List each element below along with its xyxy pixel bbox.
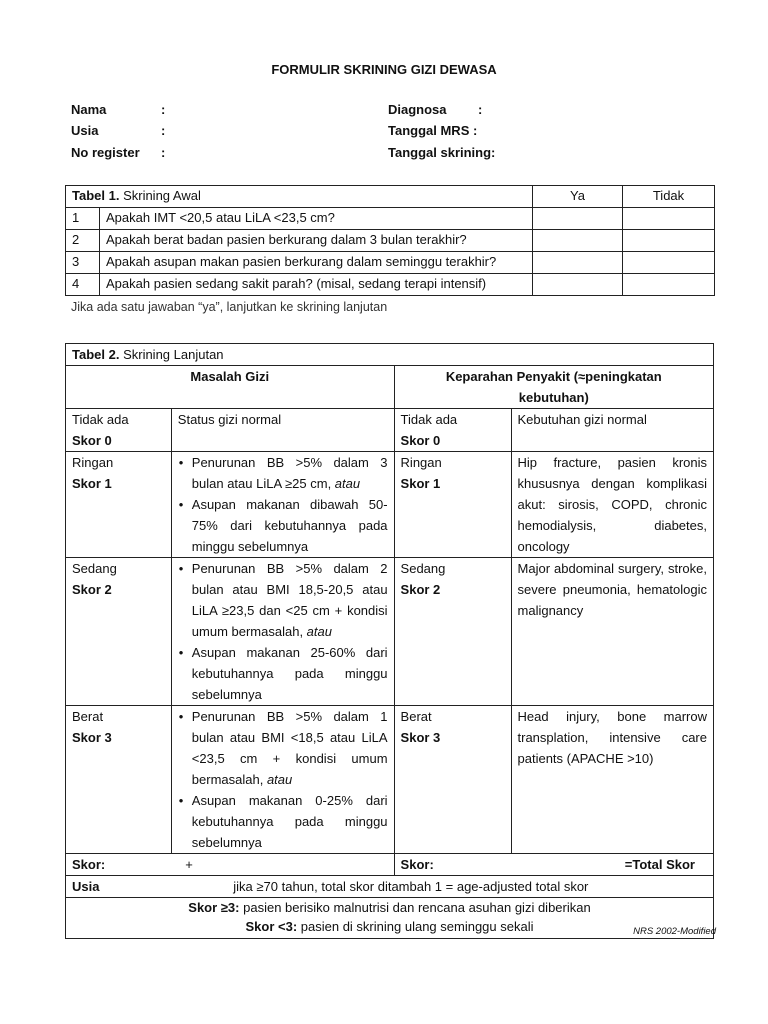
row-number: 1 (66, 208, 100, 230)
label-tanggal-mrs: Tanggal MRS : (388, 123, 478, 138)
row-number: 3 (66, 252, 100, 274)
answer-ya-cell[interactable] (533, 252, 623, 274)
header-keparahan-penyakit: Keparahan Penyakit (≈peningkatan kebutuhan) (394, 366, 713, 409)
list-item: • Penurunan BB >5% dalam 2 bulan atau BMI 18,5-20,5 atau LiLA ≥23,5 dan <25 cm + kondisi umum bermasalah, atau (190, 558, 388, 642)
label-no-register: No register (71, 145, 140, 160)
label-nama: Nama (71, 102, 107, 117)
row-number: 2 (66, 230, 100, 252)
table2-caption: Tabel 2. Skrining Lanjutan (66, 344, 714, 366)
colon: : (478, 102, 483, 117)
penyakit-cell: Head injury, bone marrow transplation, intensive care patients (APACHE >10) (511, 706, 713, 854)
level-cell: Sedang Skor 2 (66, 558, 172, 706)
table-row (66, 558, 714, 706)
table-skrining-lanjutan (65, 343, 714, 939)
list-item: • Asupan makanan 25-60% dari kebutuhannya pada minggu sebelumnya (190, 642, 388, 705)
usia-row (66, 876, 714, 898)
skor-label: Skor: (66, 854, 172, 876)
gizi-cell (171, 706, 394, 854)
answer-tidak-cell[interactable] (623, 274, 715, 296)
table-caption-row (66, 344, 714, 366)
level-cell: Berat Skor 3 (394, 706, 511, 854)
label-usia: Usia (71, 123, 99, 138)
penyakit-cell: Hip fracture, pasien kronis khususnya dengan komplikasi akut: sirosis, COPD, chronic hemodialysis, diabetes, oncology (511, 452, 713, 558)
level-cell: Berat Skor 3 (66, 706, 172, 854)
table-row (66, 208, 715, 230)
label-tanggal-skrining: Tanggal skrining: (388, 145, 496, 160)
penyakit-cell: Major abdominal surgery, stroke, severe pneumonia, hematologic malignancy (511, 558, 713, 706)
gizi-cell (171, 452, 394, 558)
list-item: • Asupan makanan dibawah 50-75% dari kebutuhannya pada minggu sebelumnya (190, 494, 388, 557)
total-skor: =Total Skor (511, 854, 713, 876)
list-item: • Penurunan BB >5% dalam 3 bulan atau LiLA ≥25 cm, atau (190, 452, 388, 494)
gizi-cell: Status gizi normal (171, 409, 394, 452)
usia-label: Usia (66, 876, 172, 898)
answer-ya-cell[interactable] (533, 208, 623, 230)
table-row (66, 274, 715, 296)
col-ya: Ya (533, 186, 623, 208)
result-cell (66, 898, 714, 939)
footer-source: NRS 2002-Modified (633, 926, 716, 937)
list-item: • Asupan makanan 0-25% dari kebutuhannya pada minggu sebelumnya (190, 790, 388, 853)
skor-label-2: Skor: (394, 854, 511, 876)
question-text: Apakah berat badan pasien berkurang dalam 3 bulan terakhir? (100, 230, 533, 252)
table1-note: Jika ada satu jawaban “ya”, lanjutkan ke skrining lanjutan (71, 300, 388, 314)
table-header-row (66, 366, 714, 409)
list-item: • Penurunan BB >5% dalam 1 bulan atau BMI <18,5 atau LiLA <23,5 cm + kondisi umum bermasalah, atau (190, 706, 388, 790)
skor-plus: + (171, 854, 394, 876)
level-cell: Ringan Skor 1 (66, 452, 172, 558)
question-text: Apakah pasien sedang sakit parah? (misal, sedang terapi intensif) (100, 274, 533, 296)
row-number: 4 (66, 274, 100, 296)
level-cell: Sedang Skor 2 (394, 558, 511, 706)
table-row (66, 452, 714, 558)
question-text: Apakah asupan makan pasien berkurang dalam seminggu terakhir? (100, 252, 533, 274)
gizi-cell (171, 558, 394, 706)
answer-tidak-cell[interactable] (623, 230, 715, 252)
form-title: FORMULIR SKRINING GIZI DEWASA (271, 62, 497, 77)
header-masalah-gizi: Masalah Gizi (66, 366, 395, 409)
table-row (66, 230, 715, 252)
table-skrining-awal (65, 185, 715, 296)
result-high-risk: Skor ≥3: pasien berisiko malnutrisi dan rencana asuhan gizi diberikan (188, 900, 591, 915)
penyakit-cell: Kebutuhan gizi normal (511, 409, 713, 452)
table-row (66, 409, 714, 452)
colon: : (161, 123, 166, 138)
question-text: Apakah IMT <20,5 atau LiLA <23,5 cm? (100, 208, 533, 230)
table-row (66, 252, 715, 274)
col-tidak: Tidak (623, 186, 715, 208)
label-diagnosa: Diagnosa (388, 102, 447, 117)
answer-ya-cell[interactable] (533, 274, 623, 296)
colon: : (161, 145, 166, 160)
answer-tidak-cell[interactable] (623, 208, 715, 230)
skor-row (66, 854, 714, 876)
level-cell: Tidak ada Skor 0 (394, 409, 511, 452)
colon: : (161, 102, 166, 117)
level-cell: Ringan Skor 1 (394, 452, 511, 558)
result-low-risk: Skor <3: pasien di skrining ulang seminggu sekali (245, 919, 534, 934)
answer-ya-cell[interactable] (533, 230, 623, 252)
usia-text: jika ≥70 tahun, total skor ditambah 1 = age-adjusted total skor (171, 876, 713, 898)
level-cell: Tidak ada Skor 0 (66, 409, 172, 452)
table-header-row (66, 186, 715, 208)
answer-tidak-cell[interactable] (623, 252, 715, 274)
table1-caption: Tabel 1. Skrining Awal (66, 186, 533, 208)
table-row (66, 706, 714, 854)
result-row (66, 898, 714, 939)
